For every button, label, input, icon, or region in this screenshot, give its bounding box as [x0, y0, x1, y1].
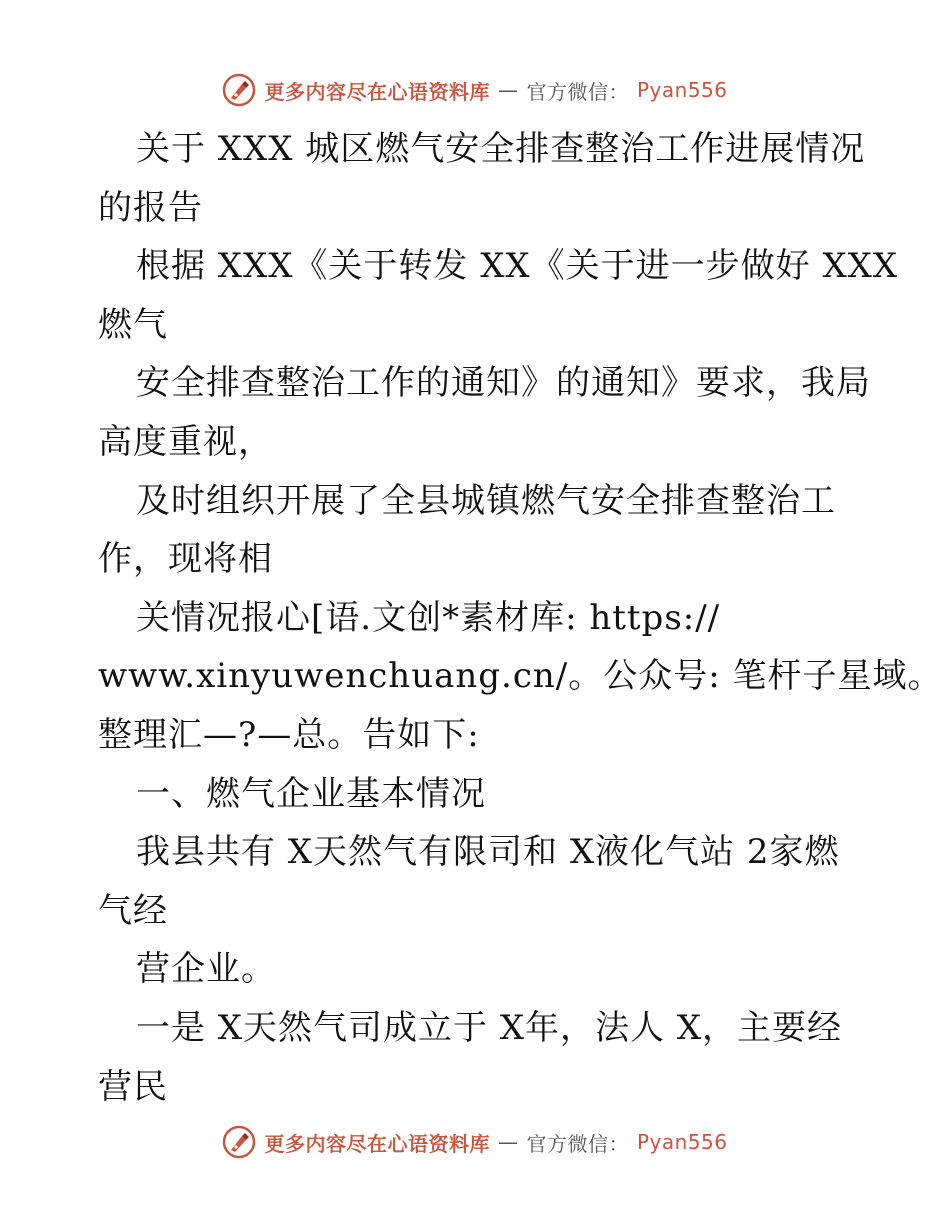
body-line: 高度重视，	[98, 421, 273, 462]
watermark-contact-label: 官方微信：	[526, 79, 629, 104]
document-body	[98, 120, 943, 1116]
body-line: 关情况报心[语.文创*素材库: https://	[136, 597, 721, 638]
body-line: 作，现将相	[98, 539, 273, 580]
watermark-dash: —	[497, 78, 519, 102]
footer-watermark	[0, 1120, 950, 1164]
body-line: 根据 XXX《关于转发 XX《关于进一步做好 XXX	[136, 246, 899, 287]
pen-nib-logo-icon	[222, 1125, 256, 1159]
watermark-dash: —	[497, 1130, 519, 1154]
watermark-wechat-id: Pyan556	[636, 78, 728, 102]
body-line: 我县共有 X天然气有限司和 X液化气站 2家燃	[136, 832, 840, 873]
body-line: 及时组织开展了全县城镇燃气安全排查整治工	[136, 480, 836, 521]
watermark-wechat-id: Pyan556	[636, 1130, 728, 1154]
watermark-main-text: 更多内容尽在心语资料库	[264, 1131, 490, 1156]
body-line: 营民	[98, 1066, 168, 1107]
body-line: 燃气	[98, 304, 168, 345]
body-line: 的报告	[98, 187, 203, 228]
body-line: 一是 X天然气司成立于 X年，法人 X，主要经	[136, 1007, 843, 1048]
body-line: www.xinyuwenchuang.cn/。公众号: 笔杆子星域。	[98, 656, 943, 697]
body-line: 关于 XXX 城区燃气安全排查整治工作进展情况	[136, 129, 866, 169]
watermark-contact-label: 官方微信：	[526, 1131, 629, 1156]
body-line: 整理汇—?—总。告如下:	[98, 714, 480, 755]
header-watermark	[0, 68, 950, 112]
section-heading: 一、燃气企业基本情况	[136, 773, 486, 814]
watermark-main-text: 更多内容尽在心语资料库	[264, 79, 490, 104]
body-line: 安全排查整治工作的通知》的通知》要求，我局	[136, 363, 871, 404]
body-line: 营企业。	[136, 949, 276, 990]
body-line: 气经	[98, 890, 168, 931]
pen-nib-logo-icon	[222, 73, 256, 107]
